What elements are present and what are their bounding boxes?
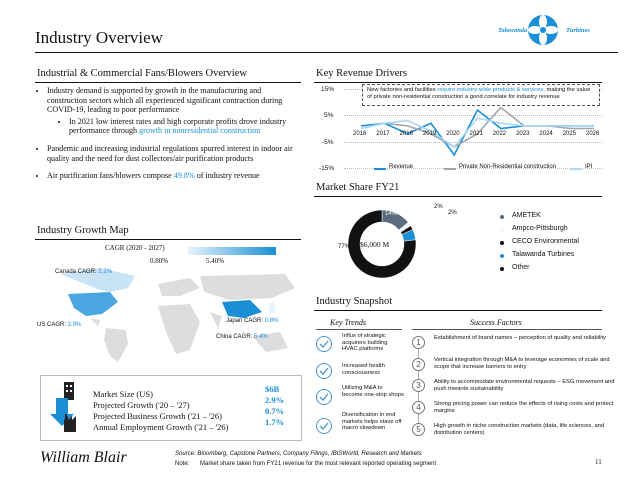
line-chart: [316, 84, 606, 180]
logo-text-right: Turbines: [566, 27, 590, 34]
slice-label: 5%: [426, 229, 435, 235]
chart-legend: [374, 164, 604, 174]
slice-label: 77%: [338, 244, 351, 250]
legend-swatch: [500, 215, 504, 219]
slice-label: 2%: [448, 210, 457, 216]
legend-swatch: [570, 168, 582, 170]
cagr-scale-max: 5.40%: [206, 257, 225, 265]
stats-icons: [46, 380, 84, 436]
x-tick-label: 2016: [353, 131, 367, 137]
x-tick-label: 2022: [492, 131, 507, 137]
legend-label: IPI: [585, 164, 593, 170]
page-number: 11: [595, 458, 602, 466]
donut-legend: [500, 212, 610, 277]
japan-cagr: Japan CAGR: 0.8%: [226, 318, 279, 324]
success-underline: [412, 329, 602, 330]
growth-map-heading: Industry Growth Map: [37, 225, 129, 236]
check-icon: [316, 389, 332, 405]
legend-label: Talawanda Turbines: [512, 251, 575, 258]
legend-item: [500, 238, 610, 251]
factor-number: 5: [412, 423, 425, 436]
legend-label: AMETEK: [512, 212, 541, 219]
slice-label: 2%: [434, 204, 443, 210]
stat-row: Projected Growth ('20 – '27) 2.9%: [93, 395, 285, 410]
donut-center-label: $6,000 M: [360, 240, 390, 249]
factor-number: 3: [412, 379, 425, 392]
y-tick-label: -5%: [322, 139, 334, 146]
snapshot-rule: [314, 310, 602, 311]
trends-heading: Key Trends: [330, 318, 366, 327]
trend-item: Diversification in end markets helps stave off macro slowdown: [342, 412, 402, 432]
x-tick-label: 2023: [516, 131, 530, 137]
slice-label: 14%: [385, 211, 398, 217]
legend-swatch: [500, 228, 504, 232]
note-label: Note:: [175, 461, 190, 467]
factor-item: Vertical integration through M&A to leverage economies of scale and scope that increase barriers to entry: [434, 357, 610, 370]
legend-label: Ampco-Pittsburgh: [512, 225, 568, 232]
title-rule: [35, 52, 618, 53]
trend-item: Increased health consciousness: [342, 363, 385, 376]
overview-bullets: [47, 86, 303, 184]
brand-logo: William Blair: [40, 449, 127, 466]
legend-item: [500, 212, 610, 225]
factor-number: 4: [412, 401, 425, 414]
legend-swatch: [500, 267, 504, 271]
note-text: Market share taken from FY21 revenue for the most relevant reported operating segment: [200, 461, 437, 467]
x-tick-label: 2025: [562, 131, 577, 137]
legend-swatch: [500, 254, 504, 258]
stat-row: Market Size (US) $6B: [93, 384, 280, 399]
cagr-scale-bar: [188, 247, 276, 255]
overview-heading: Industrial & Commercial Fans/Blowers Overview: [37, 68, 247, 79]
x-tick-label: 2021: [469, 131, 483, 137]
y-tick-label: 5%: [324, 112, 334, 119]
snapshot-heading: Industry Snapshot: [316, 296, 393, 307]
legend-label: Private Non-Residential construction: [459, 164, 557, 170]
trend-item: Utilizing M&A to become one-stop shops: [342, 385, 404, 398]
drivers-rule: [314, 82, 602, 83]
check-icon: [316, 363, 332, 379]
factor-item: High growth in niche construction markets (data, life sciences, and distribution centers): [434, 423, 605, 436]
legend-item: [500, 251, 610, 264]
x-axis-ticks: [316, 131, 606, 141]
x-tick-label: 2020: [446, 131, 460, 137]
company-logo: [480, 10, 610, 50]
cagr-scale-min: 0.80%: [150, 257, 169, 265]
stats-table: [93, 384, 299, 432]
factor-item: Establishment of brand names – perception of quality and reliability: [434, 335, 607, 341]
legend-label: CECO Environmental: [512, 238, 579, 245]
x-tick-label: 2024: [539, 131, 553, 137]
x-tick-label: 2026: [586, 131, 600, 137]
stat-row: Annual Employment Growth ('21 – '26) 1.7%: [93, 417, 285, 432]
factor-number: 1: [412, 336, 425, 349]
legend-label: Revenue: [389, 164, 414, 170]
y-tick-label: 15%: [321, 86, 335, 93]
stat-row: Projected Business Growth ('21 – '26) 0.7%: [93, 406, 285, 421]
bullet-interest-rates: • In 2021 low interest rates and high corporate profits drove industry performance through growth in nonresidential construction: [69, 117, 303, 136]
donut-chart: [330, 198, 470, 290]
bullet-demand: • Industry demand is supported by growth in the manufacturing and construction sectors which all experienced significant contraction during COVID-19, leading to poor performance • In 2021 low interest rates and high corporate profits drove industry performance through growth in nonresidential construction: [47, 86, 303, 136]
check-icon: [316, 418, 332, 434]
bullet-air-purification: • Air purification fans/blowers compose 49.8% of industry revenue: [47, 171, 303, 181]
us-cagr: US CAGR: 2.9%: [37, 322, 82, 328]
china-cagr: China CAGR: 5.4%: [216, 334, 268, 340]
cagr-label: CAGR (2020 - 2027): [105, 244, 165, 252]
logo-text-left: Talawanda: [498, 27, 528, 34]
success-heading: Success Factors: [470, 318, 522, 327]
legend-item: [500, 264, 610, 277]
canada-cagr: Canada CAGR: 2.2%: [55, 269, 113, 275]
world-map: [40, 266, 302, 366]
series-line: [361, 107, 594, 147]
page-title: Industry Overview: [35, 28, 163, 47]
legend-swatch: [374, 168, 386, 170]
factor-item: Ability to accommodate environmental requests – ESG movement and push towards sustainability: [434, 379, 615, 392]
growth-map-rule: [35, 239, 301, 240]
building-icon: [46, 380, 84, 436]
legend-swatch: [444, 168, 456, 170]
world-map-graphic: [40, 266, 302, 366]
drivers-heading: Key Revenue Drivers: [316, 68, 407, 79]
factor-item: Strong pricing power can reduce the effects of rising costs and protect margins: [434, 401, 614, 414]
legend-label: Other: [512, 264, 530, 271]
overview-rule: [35, 82, 301, 83]
trends-underline: [316, 329, 402, 330]
drivers-callout: New factories and facilities require industry-wide products & services, making the value of private non-residential construction a good correlate for industry revenue: [362, 84, 600, 106]
x-tick-label: 2018: [399, 131, 413, 137]
x-tick-label: 2017: [376, 131, 390, 137]
bullet-pandemic: • Pandemic and increasing industrial regulations spurred interest in indoor air quality and the need for dust collectors/air purification products: [47, 144, 303, 163]
trend-item: Influx of strategic acquirers building HVAC platforms: [342, 333, 388, 353]
legend-swatch: [500, 241, 504, 245]
market-share-rule: [314, 196, 602, 197]
check-icon: [316, 336, 332, 352]
y-tick-label: -15%: [319, 165, 335, 172]
legend-item: [500, 225, 610, 238]
factor-number: 2: [412, 358, 425, 371]
source-text: Source: Bloomberg, Capstone Partners, Company Filings, IBISWorld, Research and Markets: [175, 451, 422, 457]
x-tick-label: 2019: [422, 131, 437, 137]
market-share-heading: Market Share FY21: [316, 182, 400, 193]
